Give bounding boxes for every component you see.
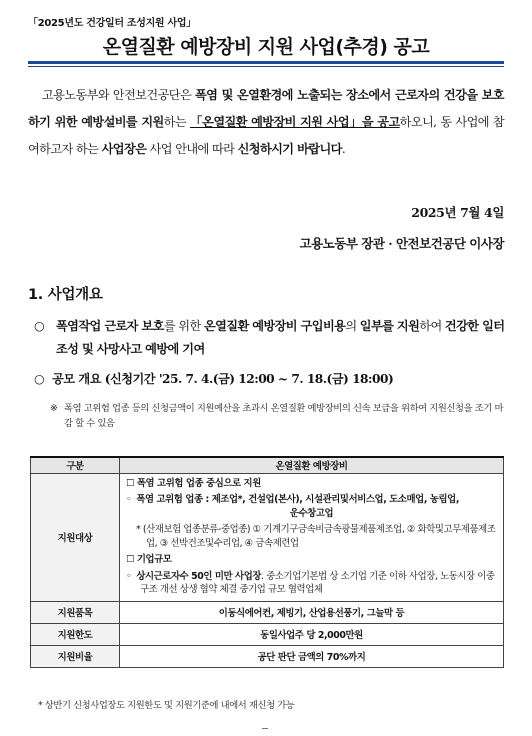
table-row	[31, 601, 504, 623]
row-label-target: 지원대상	[31, 473, 120, 601]
row-label-items: 지원품목	[31, 601, 120, 623]
table-header-row	[31, 457, 504, 473]
target-item-2: ◦ 상시근로자수 50인 미만 사업장. 중소기업기본법 상 소기업 기준 이하 사업장, 노동시장 이중구조 개선 상생 협약 체결 중기업 규모 협력업체	[126, 570, 495, 595]
announcement-date: 2025년 7월 4일	[411, 205, 504, 220]
intro-paragraph	[28, 82, 504, 163]
table-row-target	[31, 473, 504, 601]
row-value-limit: 동일사업주 당 2,000만원	[120, 623, 504, 645]
intro-emphasis-1: 폭염 및 온열환경에 노출되는 장소에서 근로자의 건강을 보호하기 위한 예방설비를 지원	[28, 88, 504, 129]
page-number-dash	[262, 728, 268, 729]
purpose-text-1: 를 위한	[163, 319, 204, 333]
intro-emphasis-2: 「온열질환 예방장비 지원 사업」을 공고	[189, 115, 400, 129]
header-divider-thick	[28, 61, 504, 64]
intro-emphasis-4: 신청하시기 바랍니다	[237, 142, 342, 156]
target-box-2: ☐ 기업규모	[126, 554, 172, 565]
overview-bullet-purpose	[34, 315, 506, 361]
purpose-emphasis-4: 건강한 일터 조성 및 사망사고 예방에 기여	[56, 319, 505, 356]
table-header-category: 구분	[31, 457, 120, 473]
overview-bullet-application-period	[34, 370, 506, 387]
header-program-name: 「2025년도 건강일터 조성지원 사업」	[28, 18, 196, 29]
early-close-note-text: 폭염 고위험 업종 등의 신청금액이 지원예산을 초과시 온열질환 예방장비의 신속 보급을 위하여 지원신청을 조기 마감 할 수 있음	[64, 403, 504, 429]
intro-text-2: 하는	[163, 115, 190, 129]
target-box-1: ☐ 폭염 고위험 업종 중심으로 지원	[126, 477, 261, 489]
purpose-emphasis-1: 폭염작업 근로자 보호	[56, 319, 164, 333]
intro-text-5: .	[341, 142, 346, 156]
purpose-emphasis-2: 온열질환 예방장비 구입비용	[203, 319, 346, 333]
header-divider-thin	[28, 66, 504, 67]
row-value-ratio: 공단 판단 금액의 70%까지	[120, 645, 504, 667]
table-header-equipment: 온열질환 예방장비	[120, 457, 504, 473]
target-item-1: ◦ 폭염 고위험 업종 : 제조업*, 건설업(본사), 시설관리및서비스업, 도소매업, 농림업,	[126, 494, 459, 505]
early-close-note	[50, 402, 506, 431]
row-label-limit: 지원한도	[31, 623, 120, 645]
item-circle-icon: ◦	[126, 570, 132, 582]
row-label-ratio: 지원비율	[31, 645, 120, 667]
intro-text-1: 고용노동부와 안전보건공단은	[42, 88, 195, 102]
reference-mark-icon: ※	[50, 403, 58, 414]
purpose-text-3: 하여	[419, 319, 445, 333]
table-row	[31, 623, 504, 645]
purpose-emphasis-3: 일부를 지원	[359, 319, 420, 333]
page-title: 온열질환 예방장비 지원 사업(추경) 공고	[102, 36, 430, 58]
table-footnote: * 상반기 신청사업장도 지원한도 및 지원기준에 내에서 재신청 가능	[38, 700, 295, 711]
target-industry-note: * (산재보험 업종분류-중업종) ① 기계기구금속비금속광물제품제조업, ② 화학및고무제품제조업, ③ 선박건조및수리업, ④ 금속제련업	[136, 524, 496, 549]
intro-text-3: 하오니, 동 사업에 참여하고자 하는	[28, 115, 505, 156]
support-table	[30, 456, 504, 668]
item-circle-icon: ◦	[126, 494, 132, 505]
bullet-circle-icon: ○	[34, 319, 45, 333]
bullet-circle-icon: ○	[34, 372, 45, 386]
target-cell	[120, 473, 504, 601]
header	[28, 14, 504, 59]
intro-emphasis-3: 사업장은	[101, 142, 147, 156]
section-title: 1. 사업개요	[28, 287, 103, 303]
signers: 고용노동부 장관 · 안전보건공단 이사장	[299, 236, 504, 251]
target-item-1-cont: 운수창고업	[289, 507, 334, 519]
table-row	[31, 645, 504, 667]
application-period-text: 공모 개요 (신청기간 '25. 7. 4.(금) 12:00 ~ 7. 18.(금) 18:00)	[52, 372, 394, 386]
row-value-items: 이동식에어컨, 제빙기, 산업용선풍기, 그늘막 등	[120, 601, 504, 623]
intro-text-4: 사업 안내에 따라	[146, 142, 238, 156]
purpose-text-2: 의	[345, 319, 360, 333]
